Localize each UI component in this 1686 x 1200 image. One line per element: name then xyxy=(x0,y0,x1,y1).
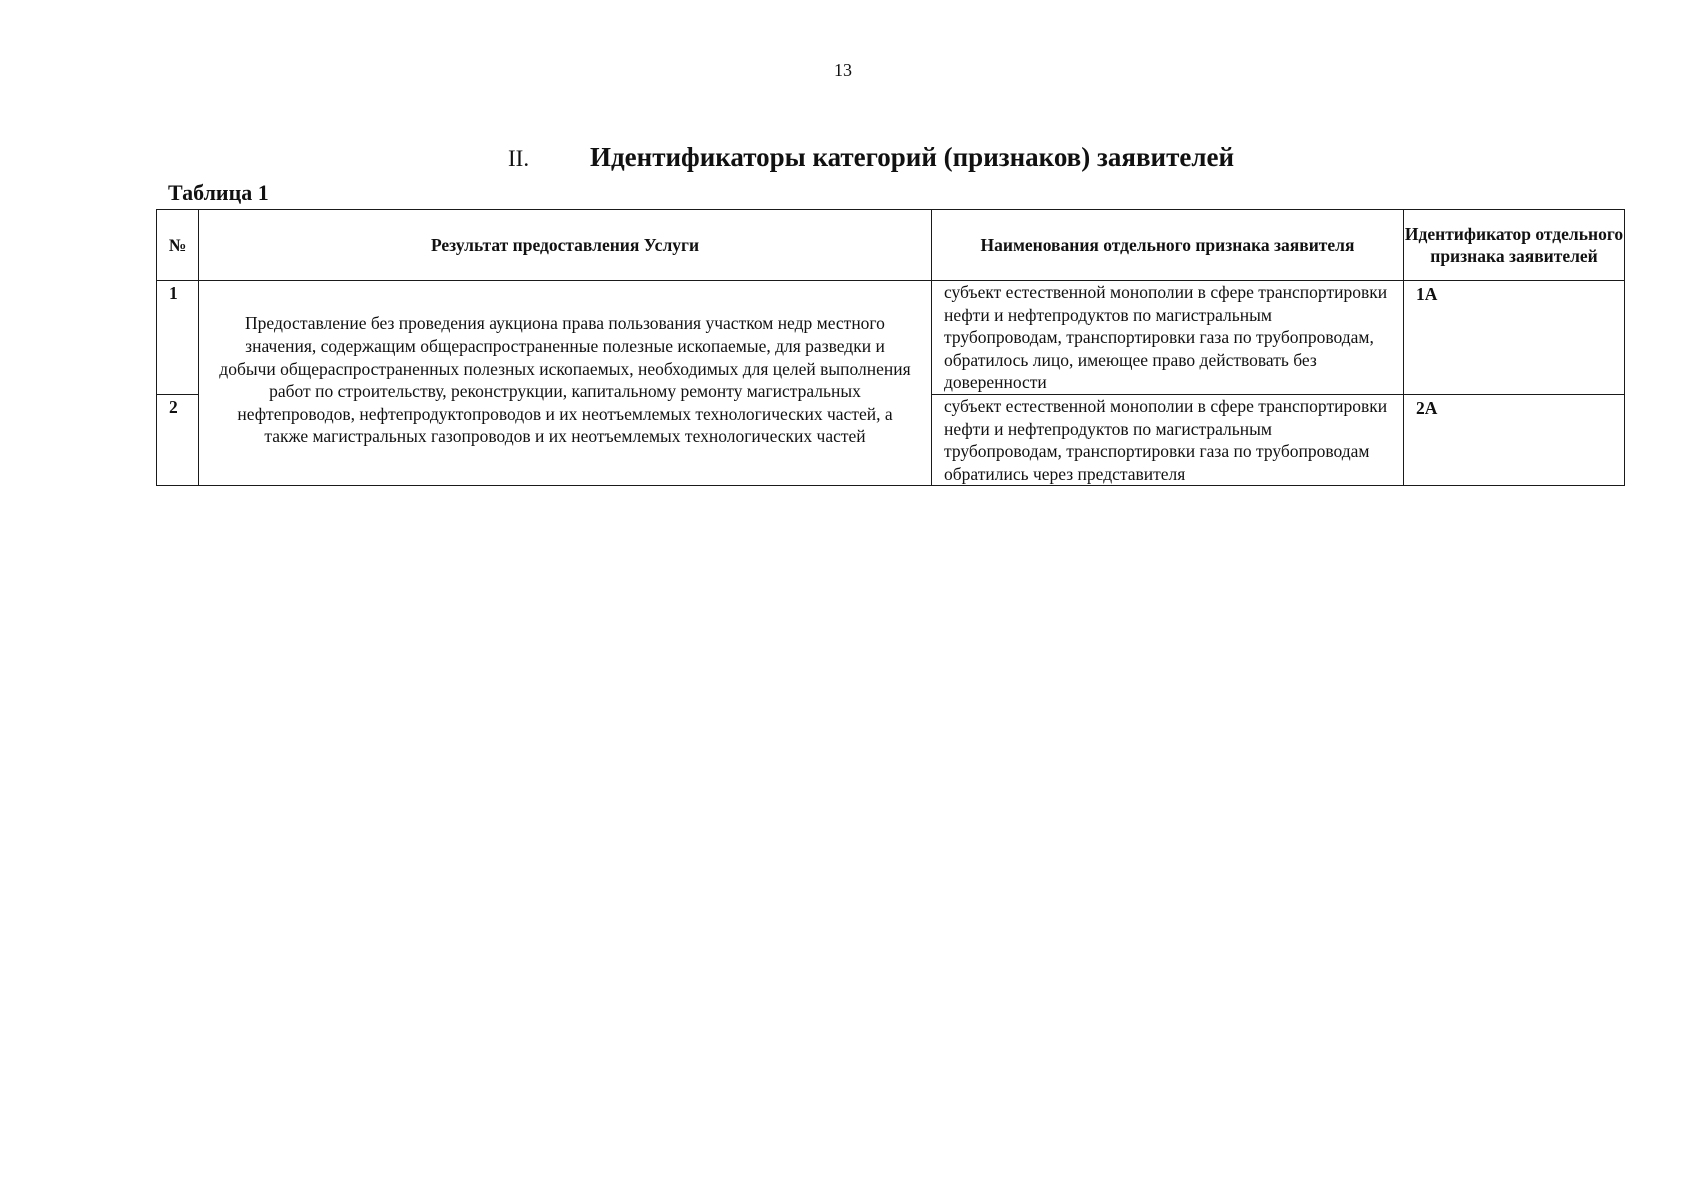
table-row xyxy=(157,281,1625,395)
identifier-cell: 2А xyxy=(1404,394,1625,485)
table-header-row xyxy=(157,210,1625,281)
header-result: Результат предоставления Услуги xyxy=(199,210,932,281)
header-identifier: Идентификатор отдельного признака заявителей xyxy=(1404,210,1625,281)
table-caption: Таблица 1 xyxy=(168,180,269,205)
section-heading xyxy=(508,142,1234,178)
section-number: II. xyxy=(508,146,530,171)
section-title: Идентификаторы категорий (признаков) заявителей xyxy=(590,142,1235,172)
identifier-cell: 1А xyxy=(1404,281,1625,395)
row-number-cell: 2 xyxy=(157,394,199,485)
service-result-cell: Предоставление без проведения аукциона права пользования участком недр местного значения, содержащим общераспространенные полезные ископаемые, для разведки и добычи общераспространенных полезных ископаемых, необходимых для целей выполнения работ по строительству, реконструкции, капитальному ремонту магистральных нефтепроводов, нефтепродуктопроводов и их неотъемлемых технологических частей, а также магистральных газопроводов и их неотъемлемых технологических частей xyxy=(199,281,932,486)
header-number: № xyxy=(157,210,199,281)
applicant-attribute-cell: субъект естественной монополии в сфере транспортировки нефти и нефтепродуктов по магистральным трубопроводам, транспортировки газа по трубопроводам, обратилось лицо, имеющее право действовать без доверенности xyxy=(932,281,1404,395)
header-attribute: Наименования отдельного признака заявителя xyxy=(932,210,1404,281)
row-number-cell: 1 xyxy=(157,281,199,395)
identifiers-table xyxy=(156,209,1625,486)
page-number: 13 xyxy=(834,60,852,80)
applicant-attribute-cell: субъект естественной монополии в сфере транспортировки нефти и нефтепродуктов по магистральным трубопроводам, транспортировки газа по трубопроводам обратились через представителя xyxy=(932,394,1404,485)
